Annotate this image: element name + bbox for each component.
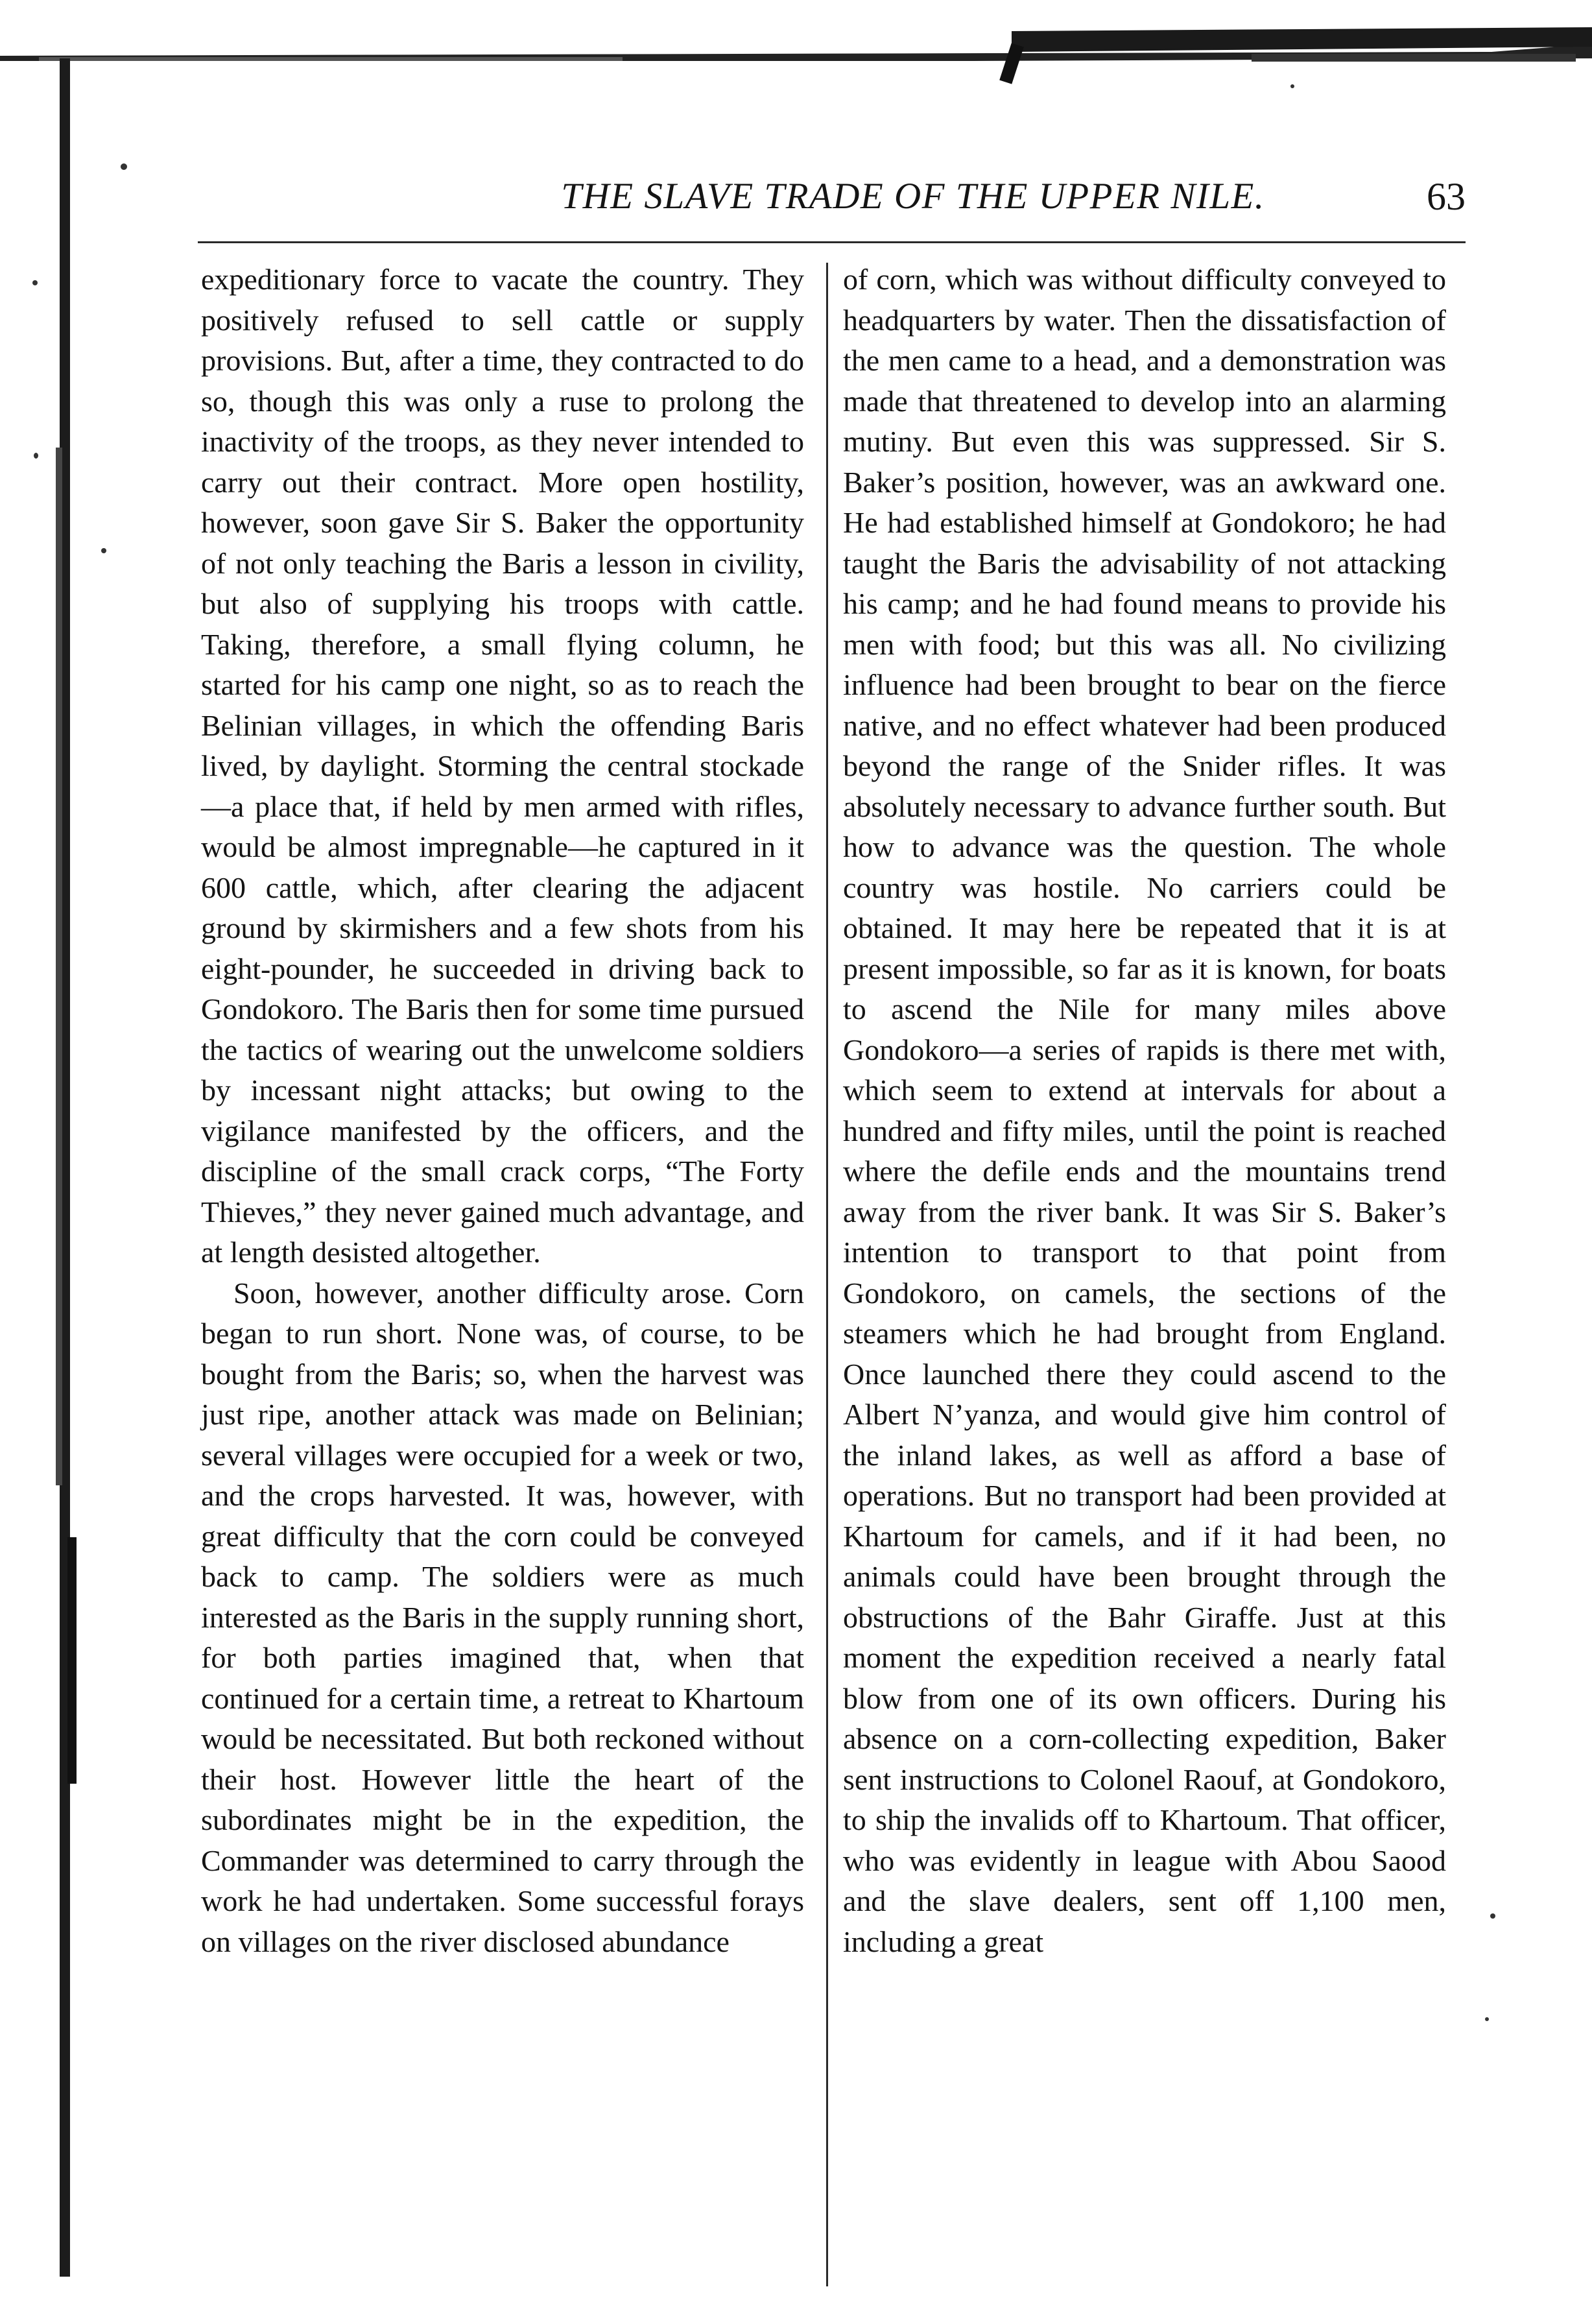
scan-speck: [1490, 1913, 1495, 1919]
running-head: [201, 167, 1466, 226]
page-number: 63: [1427, 175, 1466, 218]
left-column: [201, 259, 804, 1962]
paragraph: Soon, however, another difficulty arose. Corn began to run short. None was, of course, to be bought from the Baris; so, when the harvest was just ripe, another attack was made on Belinian; several villages were occupied for a week or two, and the crops harvested. It was, however, with great difficulty that the corn could be conveyed back to camp. The soldiers were as much interested as the Baris in the supply running short, for both parties imagined that, when that continued for a certain time, a retreat to Khartoum would be necessitated. But both reckoned without their host. However little the heart of the subordinates might be in the expedition, the Commander was determined to carry through the work he had undertaken. Some successful forays on villages on the river disclosed abundance: [201, 1276, 804, 1958]
scan-speck: [1485, 2017, 1489, 2021]
column-rule: [826, 263, 828, 2286]
scan-speck: [34, 453, 38, 459]
binding-shadow: [45, 58, 84, 2277]
right-column: [843, 259, 1446, 1962]
running-title: THE SLAVE TRADE OF THE UPPER NILE.: [561, 176, 1265, 217]
scan-edge-smear: [0, 18, 1592, 96]
header-rule: [198, 241, 1466, 243]
scan-speck: [121, 163, 127, 170]
paragraph: of corn, which was without difficulty conveyed to headquarters by water. Then the dissatisfaction of the men came to a head, and a demonstration was made that threatened to develop into an alarming mutiny. But even this was suppressed. Sir S. Baker’s position, however, was an awkward one. He had established himself at Gondokoro; he had taught the Baris the advisability of not attacking his camp; and he had found means to provide his men with food; but this was all. No civilizing influence had been brought to bear on the fierce native, and no effect whatever had been produced beyond the range of the Snider rifles. It was absolutely necessary to advance further south. But how to advance was the question. The whole country was hostile. No carriers could be obtained. It may here be repeated that it is at present impossible, so far as it is known, for boats to ascend the Nile for many miles above Gondokoro—a series of rapids is there met with, which seem to extend at intervals for about a hundred and fifty miles, until the point is reached where the defile ends and the mountains trend away from the river bank. It was Sir S. Baker’s intention to transport to that point from Gondokoro, on camels, the sections of the steamers which he had brought from England. Once launched there they could ascend to the Albert N’yanza, and would give him control of the inland lakes, as well as afford a base of operations. But no transport had been provided at Khartoum for camels, and if it had been, no animals could have been brought through the obstructions of the Bahr Giraffe. Just at this moment the expedition received a nearly fatal blow from one of its own officers. During his absence on a corn-collecting expedition, Baker sent instructions to Colonel Raouf, at Gondokoro, to ship the invalids off to Khartoum. That officer, who was evidently in league with Abou Saood and the slave dealers, sent off 1,100 men, including a great: [843, 263, 1446, 1958]
scan-speck: [101, 548, 106, 553]
scan-speck: [32, 280, 38, 285]
paragraph: expeditionary force to vacate the country. They positively refused to sell cattle or supply provisions. But, after a time, they contracted to do so, though this was only a ruse to prolong the inactivity of the troops, as they never intended to carry out their contract. More open hostility, however, soon gave Sir S. Baker the opportunity of not only teaching the Baris a lesson in civility, but also of supplying his troops with cattle. Taking, therefore, a small flying column, he started for his camp one night, so as to reach the Belinian villages, in which the offending Baris lived, by daylight. Storming the central stockade—a place that, if held by men armed with rifles, would be almost impregnable—he captured in it 600 cattle, which, after clearing the adjacent ground by skirmishers and a few shots from his eight-pounder, he succeeded in driving back to Gondokoro. The Baris then for some time pursued the tactics of wearing out the unwelcome soldiers by incessant night attacks; but owing to the vigilance manifested by the officers, and the discipline of the small crack corps, “The Forty Thieves,” they never gained much advantage, and at length desisted altogether.: [201, 263, 804, 1269]
scan-speck: [1290, 84, 1294, 88]
